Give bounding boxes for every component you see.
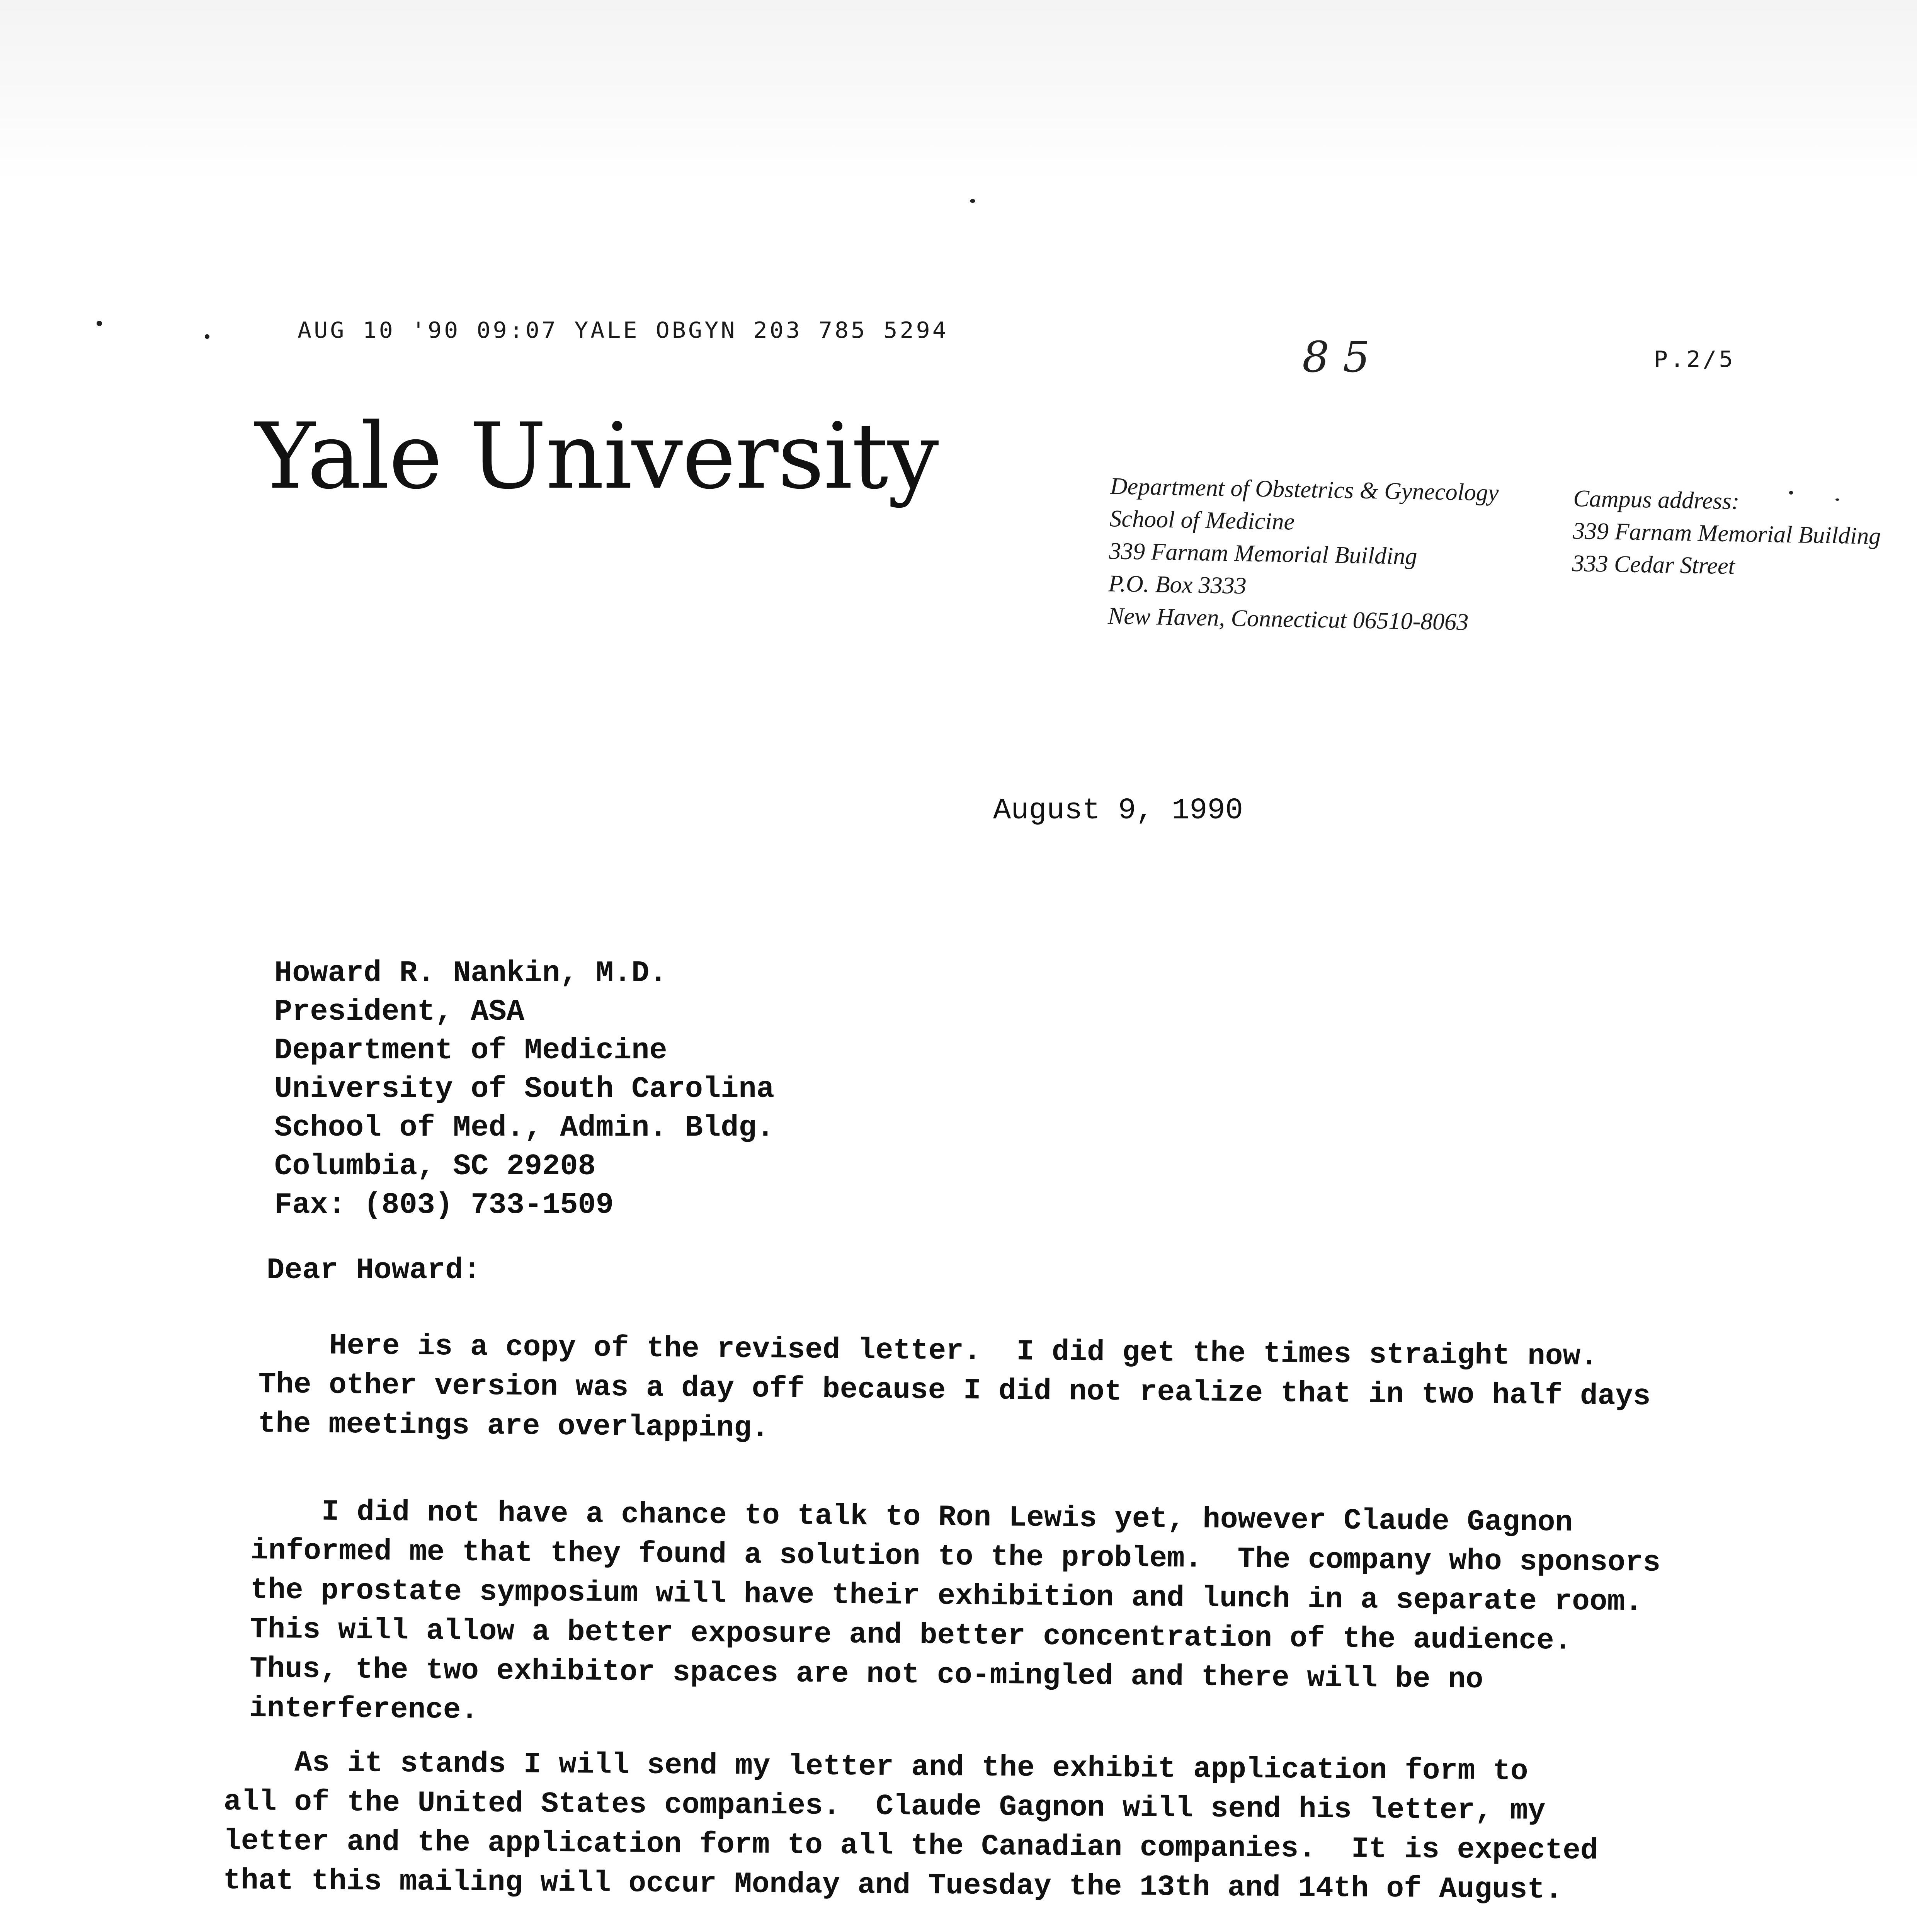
recipient-line: Department of Medicine [274,1034,667,1068]
paragraph-line: the meetings are overlapping. [258,1407,769,1445]
scan-top-shading [0,0,1917,182]
department-line: 339 Farnam Memorial Building [1109,538,1417,570]
campus-line: 333 Cedar Street [1572,550,1735,580]
recipient-line: University of South Carolina [274,1073,774,1106]
department-line: Department of Obstetrics & Gynecology [1110,473,1499,506]
handwritten-page-mark: 8 5 [1302,332,1370,382]
recipient-line: Columbia, SC 29208 [274,1150,596,1184]
department-address-block [1107,470,1499,639]
recipient-line: President, ASA [274,995,524,1029]
campus-line: Campus address: [1573,485,1740,515]
body-paragraph-3 [223,1743,1599,1910]
scan-speck [1835,498,1839,501]
department-line: School of Medicine [1109,505,1295,535]
scan-speck [970,199,975,203]
paragraph-line: As it stands I will send my letter and the exhibit application form to [224,1746,1528,1788]
paragraph-line: Here is a copy of the revised letter. I did get the times straight now. [259,1328,1598,1374]
paragraph-line: that this mailing will occur Monday and Tuesday the 13th and 14th of August. [223,1864,1563,1907]
body-paragraph-2 [249,1492,1661,1740]
paragraph-line: all of the United States companies. Claude Gagnon will send his letter, my [223,1785,1546,1828]
paragraph-line: interference. [249,1691,479,1727]
campus-line: 339 Farnam Memorial Building [1572,518,1881,549]
fax-transmission-header: AUG 10 '90 09:07 YALE OBGYN 203 785 5294 [298,317,949,344]
paragraph-line: letter and the application form to all the Canadian companies. It is expected [223,1824,1598,1867]
paragraph-line: the prostate symposium will have their exhibition and lunch in a separate room. [250,1573,1643,1619]
salutation: Dear Howard: [267,1254,481,1287]
paragraph-line: Thus, the two exhibitor spaces are not co-mingled and there will be no [249,1652,1483,1696]
paragraph-line: I did not have a chance to talk to Ron Lewis yet, however Claude Gagnon [251,1494,1573,1539]
recipient-line: Fax: (803) 733-1509 [274,1189,614,1222]
recipient-address [274,954,774,1225]
body-paragraph-1 [258,1325,1651,1456]
campus-address-block [1572,482,1882,585]
department-line: P.O. Box 3333 [1108,570,1247,599]
scan-speck [97,321,102,326]
paragraph-line: This will allow a better exposure and better concentration of the audience. [250,1612,1572,1658]
paragraph-line: The other version was a day off because I did not realize that in two half days [258,1367,1651,1413]
scan-speck [1789,491,1793,495]
department-line: New Haven, Connecticut 06510-8063 [1107,603,1469,636]
fax-page-number: P.2/5 [1654,346,1735,372]
recipient-line: School of Med., Admin. Bldg. [274,1111,774,1145]
scan-speck [205,334,209,339]
letter-date: August 9, 1990 [993,794,1243,828]
yale-university-logo: Yale University [255,404,938,509]
recipient-line: Howard R. Nankin, M.D. [274,957,667,990]
paragraph-line: informed me that they found a solution to the problem. The company who sponsors [250,1534,1661,1580]
